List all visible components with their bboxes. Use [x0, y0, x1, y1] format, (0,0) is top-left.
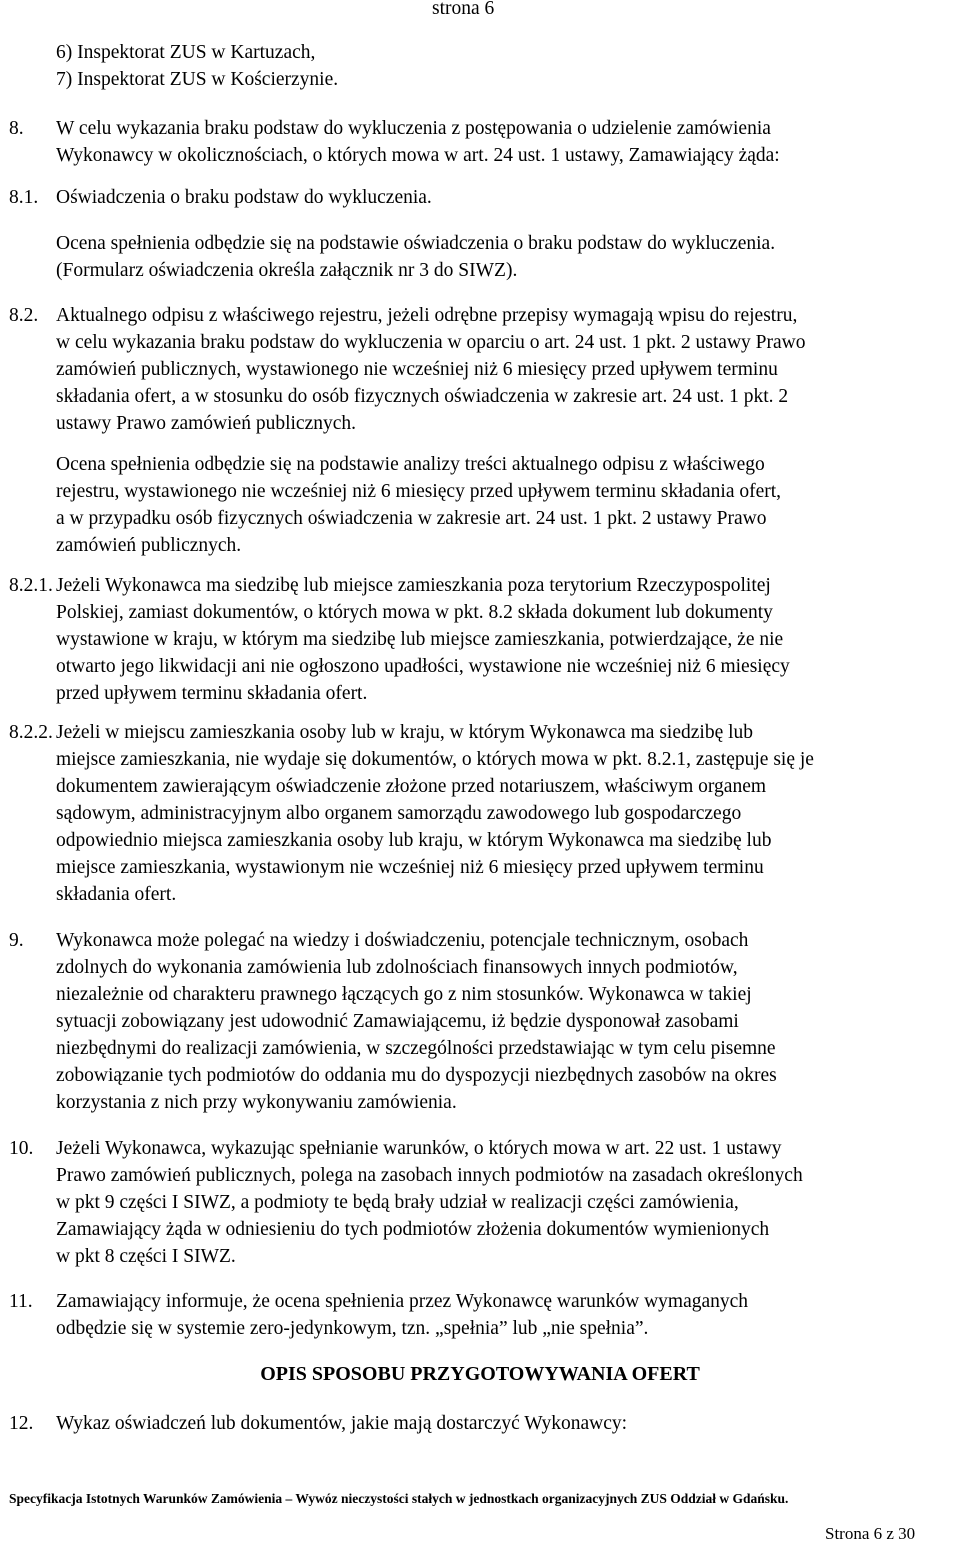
section-8-number: 8. — [9, 118, 24, 139]
section-11-number: 11. — [9, 1291, 33, 1312]
section-9-text: Wykonawca może polegać na wiedzy i doświadczeniu, potencjale technicznym, osobach zdolnych do wykonania zamówienia lub zdolnościach finansowych innych podmiotów, niezależnie od charakteru prawnego łączących go z nim stosunków. Wykonawca w takiej sytuacji zobowiązany jest udowodnić Zamawiającemu, iż będzie dysponował zasobami niezbędnymi do realizacji zamówienia, w szczególności przedstawiając w tym celu pisemne zobowiązanie tych podmiotów do oddania mu do dyspozycji niezbędnych zasobów na okres korzystania z nich przy wykonywaniu zamówienia. — [56, 930, 777, 1113]
section-11-text: Zamawiający informuje, że ocena spełnienia przez Wykonawcę warunków wymaganych odbędzie się w systemie zero-jedynkowym, tzn. „spełnia” lub „nie spełnia”. — [56, 1291, 749, 1339]
section-10-number: 10. — [9, 1138, 34, 1159]
document-footer: Specyfikacja Istotnych Warunków Zamówienia – Wywóz nieczystości stałych w jednostkach organizacyjnych ZUS Oddział w Gdańsku. — [9, 1491, 789, 1506]
section-9-number: 9. — [9, 930, 24, 951]
page-number: Strona 6 z 30 — [825, 1524, 916, 1543]
list-item-7: 7) Inspektorat ZUS w Kościerzynie. — [56, 69, 339, 90]
section-8-2-1-text: Polskiej, zamiast dokumentów, o których mowa w pkt. 8.2 składa dokument lub dokumenty wystawione w kraju, w którym ma siedzibę lub miejsce zamieszkania, potwierdzające, że nie otwarto jego likwidacji ani nie ogłoszono upadłości, wystawione nie wcześniej niż 6 miesięcy przed upływem terminu składania ofert. — [56, 602, 790, 704]
section-8-text: W celu wykazania braku podstaw do wykluczenia z postępowania o udzielenie zamówienia Wykonawcy w okolicznościach, o których mowa w art. 24 ust. 1 ustawy, Zamawiający żąda: — [56, 118, 780, 166]
section-12-number: 12. — [9, 1413, 34, 1434]
page-header-label: strona 6 — [432, 0, 495, 19]
section-8-2-1-first-line: Jeżeli Wykonawca ma siedzibę lub miejsce zamieszkania poza terytorium Rzeczypospolitej — [56, 575, 771, 596]
list-item-6: 6) Inspektorat ZUS w Kartuzach, — [56, 42, 316, 63]
section-12-text: Wykaz oświadczeń lub dokumentów, jakie mają dostarczyć Wykonawcy: — [56, 1413, 628, 1434]
section-8-2-number: 8.2. — [9, 305, 39, 326]
section-8-1-number: 8.1. — [9, 187, 39, 208]
section-8-2-text: Aktualnego odpisu z właściwego rejestru, jeżeli odrębne przepisy wymagają wpisu do rejestru, w celu wykazania braku podstaw do wykluczenia w oparciu o art. 24 ust. 1 pkt. 2 ustawy Prawo zamówień publicznych, wystawionego nie wcześniej niż 6 miesięcy przed upływem terminu składania ofert, a w stosunku do osób fizycznych oświadczenia w zakresie art. 24 ust. 1 pkt. 2 ustawy Prawo zamówień publicznych. — [56, 305, 806, 434]
section-8-1-title: Oświadczenia o braku podstaw do wykluczenia. — [56, 187, 432, 208]
section-8-1-text: Ocena spełnienia odbędzie się na podstawie oświadczenia o braku podstaw do wykluczenia. (Formularz oświadczenia określa załącznik nr 3 do SIWZ). — [56, 233, 776, 281]
section-8-2-2-first-line: Jeżeli w miejscu zamieszkania osoby lub w kraju, w którym Wykonawca ma siedzibę lub — [56, 722, 754, 743]
section-8-2-2-text: miejsce zamieszkania, nie wydaje się dokumentów, o których mowa w pkt. 8.2.1, zastępuje się je dokumentem zawierającym oświadczenie złożone przed notariuszem, właściwym organem sądowym, administracyjnym albo organem samorządu zawodowego lub gospodarczego odpowiednio miejsca zamieszkania osoby lub kraju, w którym Wykonawca ma siedzibę lub miejsce zamieszkania, wystawionym nie wcześniej niż 6 miesięcy przed upływem terminu składania ofert. — [56, 749, 814, 905]
section-8-2-1-number: 8.2.1. — [9, 575, 53, 596]
section-8-2-2-number: 8.2.2. — [9, 722, 53, 743]
section-10-text: Jeżeli Wykonawca, wykazując spełnianie warunków, o których mowa w art. 22 ust. 1 ustawy Prawo zamówień publicznych, polega na zasobach innych podmiotów na zasadach określonych w pkt 9 części I SIWZ, a podmioty te będą brały udział w realizacji części zamówienia, Zamawiający żąda w odniesieniu do tych podmiotów złożenia dokumentów wymienionych w pkt 8 części I SIWZ. — [56, 1138, 803, 1267]
section-heading: OPIS SPOSOBU PRZYGOTOWYWANIA OFERT — [260, 1363, 700, 1385]
section-8-2-assessment: Ocena spełnienia odbędzie się na podstawie analizy treści aktualnego odpisu z właściwego rejestru, wystawionego nie wcześniej niż 6 miesięcy przed upływem terminu składania ofert, a w przypadku osób fizycznych oświadczenia w zakresie art. 24 ust. 1 pkt. 2 ustawy Prawo zamówień publicznych. — [56, 454, 782, 556]
